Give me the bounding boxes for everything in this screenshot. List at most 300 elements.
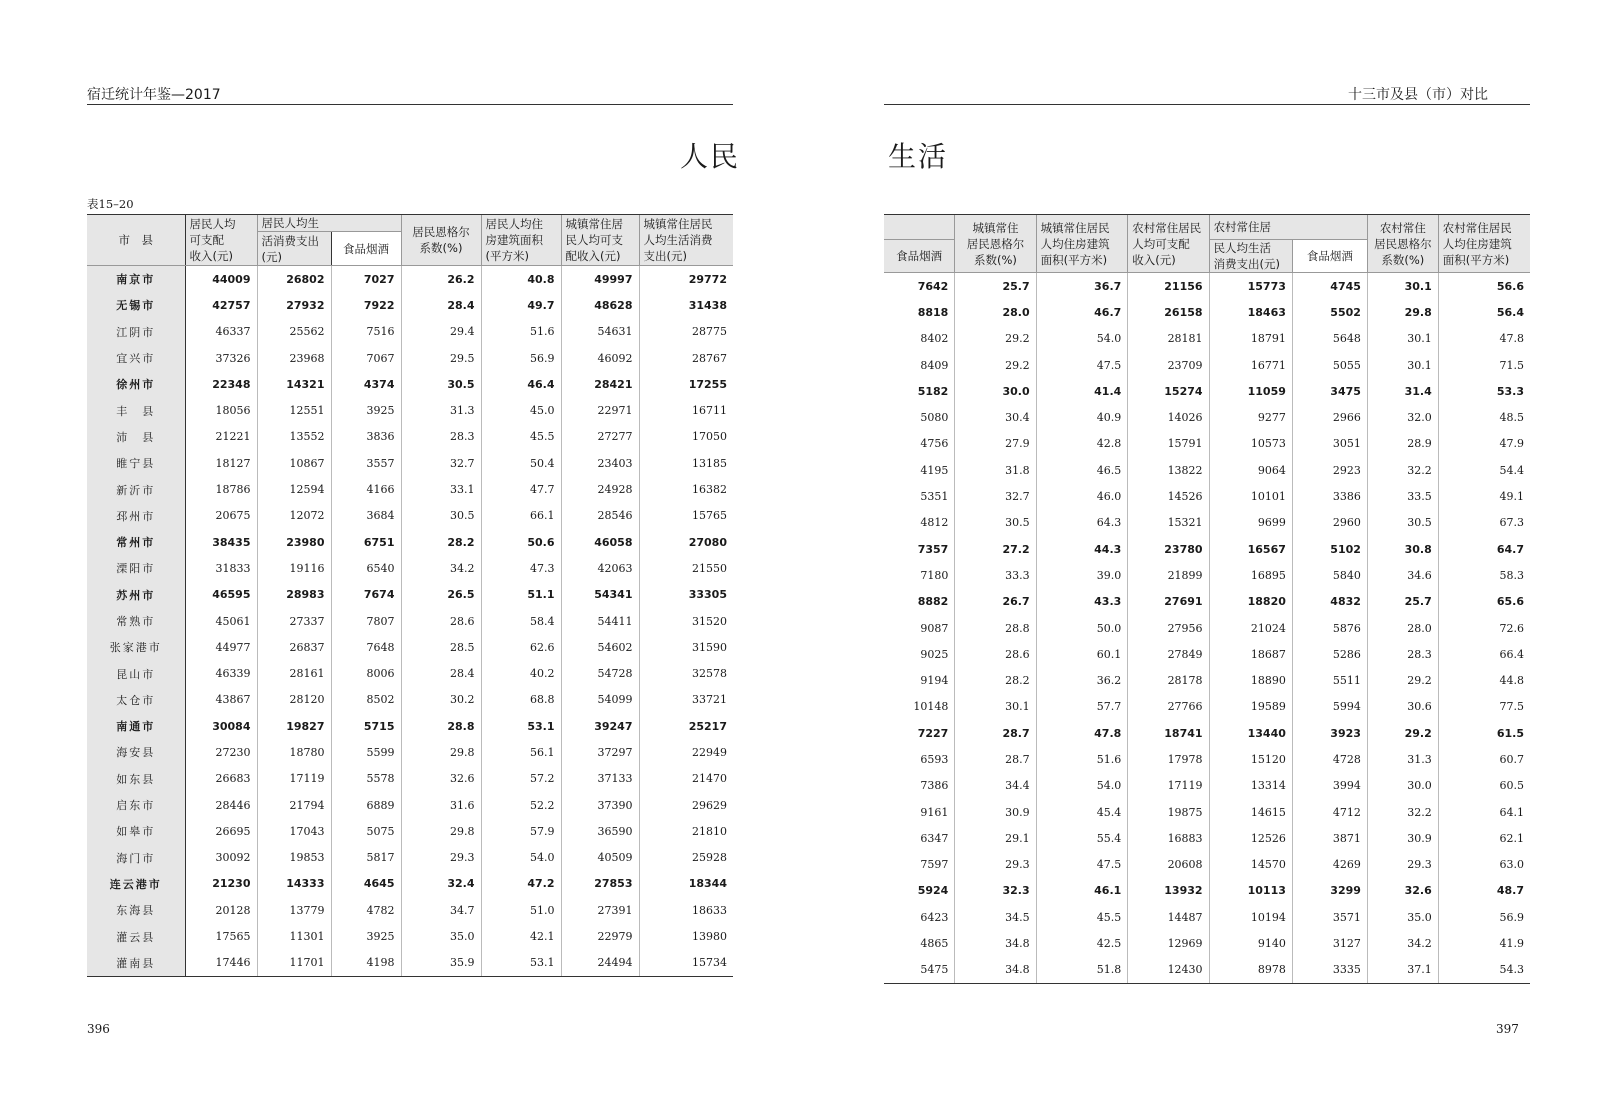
table-cell: 22971 [561, 397, 639, 423]
table-cell: 25562 [257, 319, 331, 345]
table-cell: 44977 [185, 634, 257, 660]
table-cell: 34.8 [955, 957, 1036, 984]
table-cell: 5511 [1292, 667, 1367, 693]
table-cell: 2966 [1292, 404, 1367, 430]
row-region-name: 常州市 [87, 529, 185, 555]
header-income [185, 215, 257, 266]
header-urban-housing [1036, 215, 1128, 273]
row-region-name: 南通市 [87, 713, 185, 739]
table-cell: 5876 [1292, 615, 1367, 641]
table-cell: 28.2 [401, 529, 481, 555]
table-cell: 20608 [1128, 852, 1209, 878]
table-cell: 14487 [1128, 904, 1209, 930]
table-cell: 28.0 [955, 299, 1036, 325]
data-table-right [884, 214, 1530, 984]
table-cell: 23968 [257, 345, 331, 371]
table-cell: 8818 [917, 305, 949, 319]
table-cell: 48.7 [1438, 878, 1530, 904]
table-cell: 28161 [257, 660, 331, 686]
table-cell: 29629 [639, 792, 733, 818]
header-line: 城镇常住居民 [643, 217, 713, 231]
header-food-right: 食品烟酒 [884, 240, 955, 273]
table-cell: 36.7 [1036, 273, 1128, 300]
table-row [884, 930, 1530, 956]
header-line: 居民人均住 [485, 217, 543, 231]
table-cell: 45.4 [1036, 799, 1128, 825]
table-cell: 54728 [561, 660, 639, 686]
table-cell: 58.4 [481, 608, 561, 634]
table-cell: 11059 [1209, 378, 1292, 404]
table-cell: 15734 [639, 950, 733, 977]
header-line: 农村常住居民 [1442, 220, 1512, 235]
table-row [87, 476, 733, 502]
table-cell: 4374 [331, 371, 401, 397]
table-cell: 4728 [1292, 746, 1367, 772]
table-cell: 77.5 [1438, 694, 1530, 720]
table-row [87, 871, 733, 897]
table-cell: 31438 [639, 292, 733, 318]
table-cell: 42.5 [1036, 930, 1128, 956]
table-cell: 34.4 [955, 773, 1036, 799]
table-cell: 32.7 [401, 450, 481, 476]
table-row [87, 845, 733, 871]
table-cell: 5286 [1292, 641, 1367, 667]
table-row [87, 713, 733, 739]
table-cell: 17565 [185, 923, 257, 949]
table-row [884, 431, 1530, 457]
header-line: 人均住房建筑 [1442, 236, 1512, 251]
table-cell: 21470 [639, 766, 733, 792]
table-cell: 13314 [1209, 773, 1292, 799]
table-cell: 55.4 [1036, 825, 1128, 851]
table-cell: 45061 [185, 608, 257, 634]
table-row [87, 739, 733, 765]
table-row [884, 878, 1530, 904]
table-cell: 43867 [185, 687, 257, 713]
table-cell: 8978 [1209, 957, 1292, 984]
table-cell: 53.3 [1438, 378, 1530, 404]
table-cell: 26802 [257, 266, 331, 293]
table-cell: 46.0 [1036, 483, 1128, 509]
table-cell: 5817 [331, 845, 401, 871]
table-cell: 30.4 [955, 404, 1036, 430]
table-cell: 15274 [1128, 378, 1209, 404]
header-line: 支出(元) [643, 249, 687, 263]
table-cell: 52.2 [481, 792, 561, 818]
table-row [87, 371, 733, 397]
table-row [87, 608, 733, 634]
table-cell: 23709 [1128, 352, 1209, 378]
table-cell: 28.3 [1367, 641, 1438, 667]
table-cell: 6423 [920, 910, 949, 924]
table-cell: 42063 [561, 555, 639, 581]
table-cell: 26695 [185, 818, 257, 844]
table-cell: 16771 [1209, 352, 1292, 378]
table-cell: 54.3 [1438, 957, 1530, 984]
table-row [884, 720, 1530, 746]
table-cell: 21899 [1128, 562, 1209, 588]
table-cell: 47.9 [1438, 431, 1530, 457]
table-cell: 21024 [1209, 615, 1292, 641]
table-cell: 32.7 [955, 483, 1036, 509]
table-cell: 66.1 [481, 503, 561, 529]
table-cell: 62.6 [481, 634, 561, 660]
header-city: 市 县 [87, 215, 185, 266]
table-row [87, 766, 733, 792]
table-cell: 51.6 [481, 319, 561, 345]
table-cell: 33305 [639, 582, 733, 608]
table-cell: 47.8 [1438, 326, 1530, 352]
row-region-name: 太仓市 [87, 687, 185, 713]
header-engel [401, 215, 481, 266]
row-region-name: 宜兴市 [87, 345, 185, 371]
table-cell: 28.6 [401, 608, 481, 634]
table-row [884, 562, 1530, 588]
table-cell: 40.2 [481, 660, 561, 686]
table-cell: 18890 [1209, 667, 1292, 693]
table-cell: 29772 [639, 266, 733, 293]
table-cell: 5578 [331, 766, 401, 792]
table-cell: 30.5 [1367, 510, 1438, 536]
table-cell: 24928 [561, 476, 639, 502]
table-cell: 4745 [1292, 273, 1367, 300]
table-row [87, 292, 733, 318]
table-cell: 41.9 [1438, 930, 1530, 956]
table-cell: 8402 [920, 332, 949, 346]
table-cell: 14570 [1209, 852, 1292, 878]
header-line: 农村常住 [1379, 220, 1426, 235]
row-region-name: 溧阳市 [87, 555, 185, 581]
table-cell: 51.8 [1036, 957, 1128, 984]
table-cell: 15791 [1128, 431, 1209, 457]
table-cell: 4198 [331, 950, 401, 977]
table-cell: 53.1 [481, 713, 561, 739]
table-cell: 19853 [257, 845, 331, 871]
table-cell: 37.1 [1367, 957, 1438, 984]
table-cell: 29.4 [401, 319, 481, 345]
table-cell: 4812 [920, 516, 949, 530]
header-rural-housing [1438, 215, 1530, 273]
table-cell: 15120 [1209, 746, 1292, 772]
table-cell: 56.9 [1438, 904, 1530, 930]
table-cell: 31.3 [1367, 746, 1438, 772]
table-cell: 44.8 [1438, 667, 1530, 693]
table-cell: 14321 [257, 371, 331, 397]
table-cell: 12526 [1209, 825, 1292, 851]
table-cell: 22348 [185, 371, 257, 397]
table-cell: 33721 [639, 687, 733, 713]
data-table-left [87, 214, 733, 977]
table-cell: 28.4 [401, 292, 481, 318]
table-cell: 47.5 [1036, 352, 1128, 378]
table-cell: 42.8 [1036, 431, 1128, 457]
table-cell: 13552 [257, 424, 331, 450]
table-cell: 40.8 [481, 266, 561, 293]
header-blank [884, 215, 955, 240]
table-cell: 21810 [639, 818, 733, 844]
table-cell: 4832 [1292, 589, 1367, 615]
table-cell: 56.1 [481, 739, 561, 765]
header-line: 民人均生活 [1213, 241, 1272, 255]
section-title-right: 生活 [888, 140, 949, 173]
row-region-name: 新沂市 [87, 476, 185, 502]
table-cell: 54411 [561, 608, 639, 634]
table-cell: 54099 [561, 687, 639, 713]
table-row [87, 319, 733, 345]
table-cell: 56.4 [1438, 299, 1530, 325]
table-cell: 6540 [331, 555, 401, 581]
header-line: 农村常住居 [1213, 220, 1272, 234]
header-line: 收入(元) [189, 249, 233, 263]
table-row [884, 589, 1530, 615]
row-region-name: 沛 县 [87, 424, 185, 450]
table-cell: 13932 [1128, 878, 1209, 904]
table-cell: 66.4 [1438, 641, 1530, 667]
table-cell: 15773 [1209, 273, 1292, 300]
row-region-name: 苏州市 [87, 582, 185, 608]
table-cell: 47.2 [481, 871, 561, 897]
table-row [884, 957, 1530, 984]
header-urban-income [561, 215, 639, 266]
table-cell: 10867 [257, 450, 331, 476]
table-cell: 5502 [1292, 299, 1367, 325]
table-cell: 31833 [185, 555, 257, 581]
header-line: 城镇常住居 [565, 217, 623, 231]
table-cell: 27691 [1128, 589, 1209, 615]
table-cell: 45.0 [481, 397, 561, 423]
table-row [884, 404, 1530, 430]
table-cell: 30.8 [1367, 536, 1438, 562]
row-region-name: 张家港市 [87, 634, 185, 660]
table-cell: 46339 [185, 660, 257, 686]
header-rule-right [884, 104, 1530, 105]
table-cell: 16883 [1128, 825, 1209, 851]
table-cell: 4782 [331, 897, 401, 923]
table-cell: 3127 [1292, 930, 1367, 956]
header-line: 人均生活消费 [643, 233, 713, 247]
row-region-name: 启东市 [87, 792, 185, 818]
table-cell: 31.6 [401, 792, 481, 818]
table-cell: 50.4 [481, 450, 561, 476]
table-row [87, 582, 733, 608]
table-cell: 9025 [920, 647, 949, 661]
table-cell: 12430 [1128, 957, 1209, 984]
table-cell: 12072 [257, 503, 331, 529]
header-urban-consumption [639, 215, 733, 266]
table-cell: 5994 [1292, 694, 1367, 720]
table-cell: 18633 [639, 897, 733, 923]
header-line: 城镇常住 [972, 220, 1019, 235]
table-cell: 42757 [185, 292, 257, 318]
row-region-name: 昆山市 [87, 660, 185, 686]
table-cell: 3994 [1292, 773, 1367, 799]
table-cell: 18786 [185, 476, 257, 502]
table-cell: 10194 [1209, 904, 1292, 930]
table-row [884, 536, 1530, 562]
table-cell: 3925 [331, 923, 401, 949]
table-cell: 47.3 [481, 555, 561, 581]
table-cell: 13980 [639, 923, 733, 949]
table-cell: 29.2 [955, 326, 1036, 352]
table-cell: 5080 [920, 411, 949, 425]
table-cell: 51.1 [481, 582, 561, 608]
header-line: 居民恩格尔 [412, 225, 470, 239]
table-cell: 43.3 [1036, 589, 1128, 615]
table-cell: 25.7 [1367, 589, 1438, 615]
table-cell: 18056 [185, 397, 257, 423]
table-cell: 31520 [639, 608, 733, 634]
table-cell: 7597 [920, 858, 949, 872]
table-cell: 11301 [257, 923, 331, 949]
table-cell: 50.6 [481, 529, 561, 555]
running-header-right: 十三市及县（市）对比 [1348, 87, 1488, 103]
table-cell: 29.3 [955, 852, 1036, 878]
table-cell: 18791 [1209, 326, 1292, 352]
table-cell: 48.5 [1438, 404, 1530, 430]
table-cell: 6751 [331, 529, 401, 555]
table-cell: 21550 [639, 555, 733, 581]
table-number: 表15–20 [87, 197, 134, 211]
table-cell: 28.9 [1367, 431, 1438, 457]
row-region-name: 海安县 [87, 739, 185, 765]
table-cell: 5351 [920, 490, 949, 504]
table-cell: 54.0 [1036, 773, 1128, 799]
table-cell: 8882 [917, 595, 949, 609]
table-cell: 7357 [917, 542, 949, 556]
table-cell: 3571 [1292, 904, 1367, 930]
table-row [87, 818, 733, 844]
table-cell: 7386 [920, 779, 949, 793]
table-cell: 17119 [1128, 773, 1209, 799]
table-cell: 34.7 [401, 897, 481, 923]
table-cell: 29.8 [401, 739, 481, 765]
table-cell: 64.3 [1036, 510, 1128, 536]
table-cell: 18344 [639, 871, 733, 897]
table-cell: 26.5 [401, 582, 481, 608]
table-cell: 32.4 [401, 871, 481, 897]
table-cell: 65.6 [1438, 589, 1530, 615]
table-cell: 32.0 [1367, 404, 1438, 430]
row-region-name: 如皋市 [87, 818, 185, 844]
table-cell: 51.0 [481, 897, 561, 923]
table-row [87, 660, 733, 686]
table-row [884, 825, 1530, 851]
table-row [884, 352, 1530, 378]
table-cell: 34.8 [955, 930, 1036, 956]
table-cell: 21794 [257, 792, 331, 818]
table-cell: 44.3 [1036, 536, 1128, 562]
table-cell: 31590 [639, 634, 733, 660]
table-cell: 25217 [639, 713, 733, 739]
header-line: 城镇常住居民 [1040, 220, 1110, 235]
table-cell: 2923 [1292, 457, 1367, 483]
table-cell: 39.0 [1036, 562, 1128, 588]
table-cell: 28.3 [401, 424, 481, 450]
table-cell: 41.4 [1036, 378, 1128, 404]
table-cell: 54.0 [1036, 326, 1128, 352]
table-cell: 30092 [185, 845, 257, 871]
table-cell: 18780 [257, 739, 331, 765]
table-cell: 28421 [561, 371, 639, 397]
table-cell: 27956 [1128, 615, 1209, 641]
table-cell: 10148 [913, 700, 949, 714]
table-cell: 39247 [561, 713, 639, 739]
table-cell: 3386 [1292, 483, 1367, 509]
table-cell: 28120 [257, 687, 331, 713]
header-line: 居民人均 [189, 217, 236, 231]
table-cell: 18463 [1209, 299, 1292, 325]
table-cell: 40.9 [1036, 404, 1128, 430]
header-line: 居民恩格尔 [1374, 236, 1432, 251]
header-line: 收入(元) [1132, 252, 1176, 267]
table-cell: 3871 [1292, 825, 1367, 851]
table-cell: 30.2 [401, 687, 481, 713]
table-cell: 33.1 [401, 476, 481, 502]
table-cell: 5102 [1292, 536, 1367, 562]
table-cell: 32.6 [1367, 878, 1438, 904]
table-cell: 3299 [1292, 878, 1367, 904]
table-cell: 32578 [639, 660, 733, 686]
table-cell: 28775 [639, 319, 733, 345]
table-cell: 29.2 [1367, 720, 1438, 746]
table-cell: 37133 [561, 766, 639, 792]
table-cell: 37390 [561, 792, 639, 818]
table-cell: 7180 [920, 568, 949, 582]
table-cell: 7516 [331, 319, 401, 345]
table-cell: 32.2 [1367, 799, 1438, 825]
row-region-name: 海门市 [87, 845, 185, 871]
table-cell: 46.5 [1036, 457, 1128, 483]
table-cell: 17043 [257, 818, 331, 844]
table-cell: 58.3 [1438, 562, 1530, 588]
header-line: 人均住房建筑 [1040, 236, 1110, 251]
table-cell: 6889 [331, 792, 401, 818]
header-line: 可支配 [189, 233, 224, 247]
table-row [87, 450, 733, 476]
table-cell: 5055 [1292, 352, 1367, 378]
table-cell: 29.2 [1367, 667, 1438, 693]
table-cell: 47.8 [1036, 720, 1128, 746]
header-line: 面积(平方米) [1442, 252, 1510, 267]
row-region-name: 无锡市 [87, 292, 185, 318]
header-line: 面积(平方米) [1040, 252, 1108, 267]
header-line: 系数(%) [419, 241, 463, 255]
table-cell: 15321 [1128, 510, 1209, 536]
header-rule-left [87, 104, 733, 105]
table-cell: 47.7 [481, 476, 561, 502]
table-cell: 28.0 [1367, 615, 1438, 641]
table-row [87, 397, 733, 423]
table-row [87, 897, 733, 923]
table-cell: 3335 [1292, 957, 1367, 984]
table-cell: 35.0 [401, 923, 481, 949]
table-cell: 28767 [639, 345, 733, 371]
table-cell: 54602 [561, 634, 639, 660]
table-row [87, 950, 733, 977]
header-line: 居民恩格尔 [966, 236, 1025, 251]
table-cell: 14333 [257, 871, 331, 897]
table-cell: 30.1 [1367, 273, 1438, 300]
table-row [884, 299, 1530, 325]
table-cell: 29.2 [955, 352, 1036, 378]
table-cell: 29.5 [401, 345, 481, 371]
table-cell: 30.5 [955, 510, 1036, 536]
header-line: 系数(%) [1381, 252, 1425, 267]
table-row [87, 687, 733, 713]
table-row [884, 746, 1530, 772]
table-cell: 27849 [1128, 641, 1209, 667]
table-cell: 27766 [1128, 694, 1209, 720]
